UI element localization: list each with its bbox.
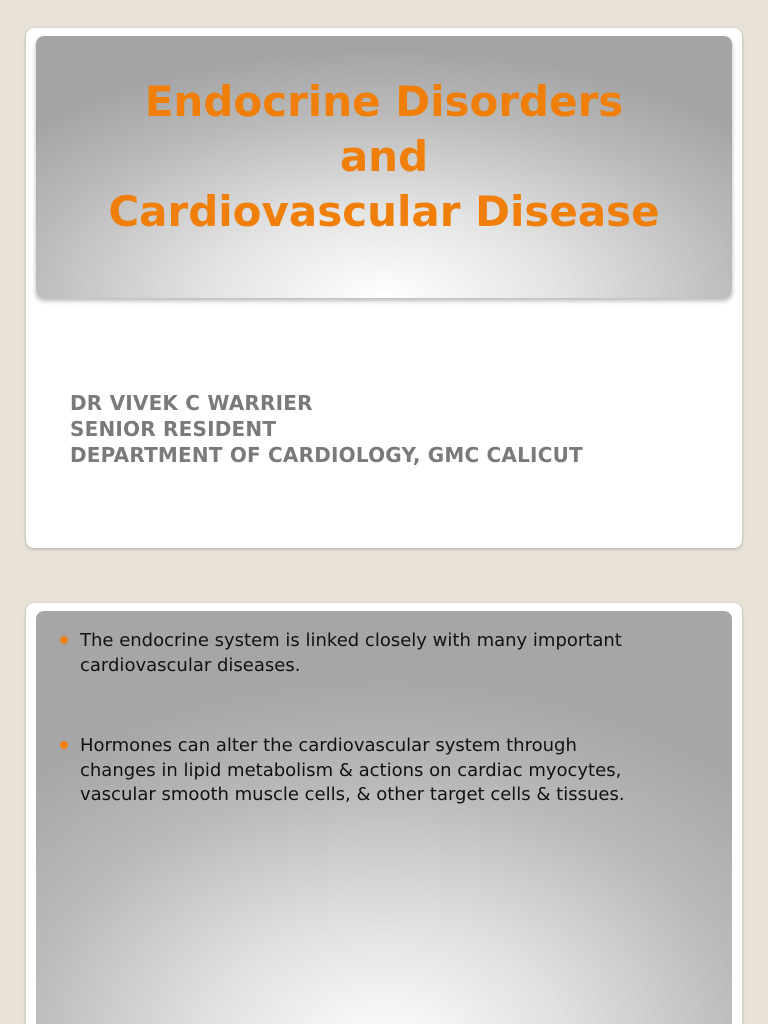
content-panel [36,611,732,1024]
author-name: DR VIVEK C WARRIER [70,391,313,415]
bullet-line: cardiovascular diseases. [80,654,301,676]
bullet-line: The endocrine system is linked closely with many important [80,630,622,651]
bullet-item [56,629,716,678]
title-panel [36,36,732,298]
slide-2 [26,603,742,1024]
bullet-line: Hormones can alter the cardiovascular system through [80,735,577,756]
orange-bullet-dot-icon [60,636,68,644]
title-line: and [339,132,429,181]
title-line: Cardiovascular Disease [108,187,660,236]
orange-bullet-dot-icon [60,741,68,749]
author-position: SENIOR RESIDENT [70,417,277,441]
bullet-line: vascular smooth muscle cells, & other target cells & tissues. [80,784,625,805]
title-line: Endocrine Disorders [144,77,624,126]
bullet-text [80,629,716,678]
slide-title [36,74,732,239]
author-department: DEPARTMENT OF CARDIOLOGY, GMC CALICUT [70,443,583,467]
bullet-item [56,734,716,808]
bullet-list [56,629,716,864]
slide-subtitle [70,390,583,468]
slide-1 [26,28,742,548]
bullet-text [80,734,716,808]
bullet-line: changes in lipid metabolism & actions on cardiac myocytes, [80,759,622,781]
